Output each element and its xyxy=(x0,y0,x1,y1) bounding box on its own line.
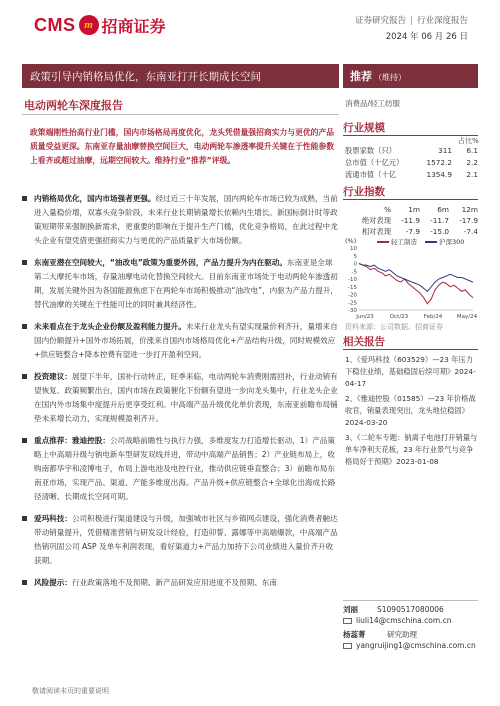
scale-unit: 占比% xyxy=(458,137,479,145)
report-meta: 证券研究报告 | 行业深度报告 2024 年 06 月 26 日 xyxy=(355,16,468,42)
x-tick-label: Oct/23 xyxy=(389,314,409,320)
bullet-item: 未来看点在于龙头企业份额及盈利能力提升。未来行业龙头有望实现量价利齐升，量增来自国内份额提升+国外市场拓展，价涨来自国内市场格局优化+产品结构升级，同时规模效应+供应链整合+降本控费有望进一步打开盈利空间。 xyxy=(22,320,339,362)
report-title-bar xyxy=(22,64,339,88)
x-tick-label: Jun/23 xyxy=(356,314,374,320)
bullet-square-icon xyxy=(22,438,27,443)
x-tick-label: Feb/24 xyxy=(423,314,443,320)
footer-note: 敬请阅读末页的重要说明 xyxy=(32,687,109,695)
bullet-item: 投资建议：展望下半年，国补行动转正，旺季来临，电动两轮车消费刚需回补，行业动销有望恢复。政策频繁出台，国内市场在政策催化下份额有望进一步向龙头集中，行业龙头企业在国内外市场集中度提升后更享受红利。中高端产品升级优化单价表现，东南亚前瞻布局铺垫未来增长动力，实现规模盈利齐升。 xyxy=(22,370,339,426)
y-tick-label: -10 xyxy=(348,277,357,283)
section-heading-scale: 行业规模 xyxy=(343,122,385,134)
logo-cms-text: CMS xyxy=(34,14,76,35)
key-points xyxy=(22,192,339,598)
y-tick-label: 0 xyxy=(353,261,357,268)
logo-badge-icon: m xyxy=(79,15,99,35)
y-tick-label: 10 xyxy=(350,246,357,252)
rating-bar xyxy=(343,64,478,88)
y-tick-label: -15 xyxy=(348,284,357,291)
analyst-email-row xyxy=(343,615,478,626)
report-link[interactable]: 1、《爱玛科技（603529）—23 年压力下稳住业绩，基础稳固后续可期》2024-04-17 xyxy=(345,355,476,388)
chart-y-unit: (%) xyxy=(345,237,357,245)
y-tick-label: -30 xyxy=(348,308,357,314)
report-link[interactable]: 3、《二轮车专题：钠离子电池打开销量与单车净利天花板，23 年行业景气与竞争格局好于预期》2023-01-08 xyxy=(345,433,478,466)
bullet-square-icon xyxy=(22,196,27,201)
report-title: 政策引导内销格局优化，东南亚打开长期成长空间 xyxy=(30,71,261,83)
bullet-square-icon xyxy=(22,324,27,329)
x-tick-label: May/24 xyxy=(456,314,478,320)
y-tick-label: -20 xyxy=(348,292,357,299)
table-row: 总市值（十亿元） 1572.2 2.2 xyxy=(345,158,478,167)
bullet-item: 风险提示：行业政策落地不及预期、新产品研发应用进度不及预期、东南 xyxy=(22,576,339,590)
table-row: 股票家数（只） 311 6.1 xyxy=(345,146,478,155)
bullet-square-icon xyxy=(22,260,27,265)
analyst-row: 杨蕊菁 研究助理 xyxy=(343,630,417,639)
logo-cn-text: 招商证券 xyxy=(101,16,166,36)
section-rule xyxy=(343,199,478,200)
analyst-email-row xyxy=(343,640,478,651)
report-date: 2024 年 06 月 26 日 xyxy=(385,32,468,42)
bullet-square-icon xyxy=(22,516,27,521)
bullet-item: 爱玛科技：公司积极进行渠道建设与升级，加强城市社区与乡镇网点建设，强化消费者触达带动销量提升，凭借精准营销与研发设计经验，打造卯誓、露娜等中高端爆款，中高端产品热销巩固公司 ASP 及单车利润表现，看好渠道力+产品力加持下公司业绩进入量价齐升收获期。 xyxy=(22,512,339,568)
y-tick-label: 5 xyxy=(353,253,357,260)
analyst-info xyxy=(343,600,478,651)
y-tick-label: -25 xyxy=(348,300,357,307)
industry-name: 消费品/轻工纺服 xyxy=(345,99,401,108)
rating-sub: （维持） xyxy=(374,73,406,82)
analyst-row: 刘丽 S1090517080006 xyxy=(343,605,444,614)
rating-label: 推荐 xyxy=(350,70,372,83)
table-row: 流通市值（十亿 1354.9 2.1 xyxy=(345,170,478,179)
section-heading-reports: 相关报告 xyxy=(343,336,385,348)
legend-item-series-2: 沪深300 xyxy=(425,237,464,246)
index-table xyxy=(345,205,478,238)
related-reports xyxy=(345,354,478,471)
report-type: 证券研究报告 xyxy=(355,16,407,26)
intro-summary: 政策端刚性抬高行业门槛，国内市场格局再度优化，龙头凭借量强招商实力与更优的产品质量受益更深。东南亚存量油摩替换空间巨大，电动两轮车渗透率提升关键在于性能参数上看齐或超过油摩，远期空间较大。维持行业“推荐”评级。 xyxy=(30,128,335,165)
brand-logo xyxy=(34,12,166,38)
email-icon xyxy=(343,643,352,649)
bullet-item: 东南亚潜在空间较大，“油改电”政策为重要外因，产品力提升为内在驱动。东南亚是全球第二大摩托车市场，存量油摩电动化替换空间较大。目前东南亚市场处于电动两轮车渗透初期，发展关键外因为各国能源焦虑下在两轮车市场积极推动“油改电”，内驱为产品力提升，替代油摩的关键在于性能可比的同时兼具经济性。 xyxy=(22,256,339,312)
report-link[interactable]: 2、《雅迪控股（01585）—23 年价格战收官，销量表现突出，龙头地位稳固》2024-03-20 xyxy=(345,394,476,427)
chart-source: 资料来源：公司数据、招商证券 xyxy=(345,323,443,331)
section-heading-index: 行业指数 xyxy=(343,186,385,198)
table-row: 绝对表现 -11.9 -11.7 -17.9 xyxy=(361,216,478,225)
bullet-item: 内销格局优化，国内市场强者更强。经过近三十年发展，国内两轮车市场已较为成熟，当前进入量稳价增，双寡头竞争阶段，未来行业长期销量增长依赖内生增长。新国标倒计时等政策短期带来强制换新需求，更重要的影响在于提升生产门槛，优化竞争格局，在此过程中龙头企业有望凭借更强招商实力与更优的产品质量扩大市场份额。 xyxy=(22,192,339,248)
index-line-chart xyxy=(345,244,478,320)
bullet-square-icon xyxy=(22,374,27,379)
bullet-square-icon xyxy=(22,580,27,585)
table-row: 相对表现 -7.9 -15.0 -7.4 xyxy=(361,227,478,236)
email-link[interactable]: liuli14@cmschina.com.cn xyxy=(356,616,452,625)
scale-table xyxy=(345,146,478,182)
divider xyxy=(22,114,339,115)
bullet-item: 重点推荐：雅迪控股：公司战略前瞻性与执行力强，多维度发力打造增长驱动，1）产品策略上中高端升级与钠电新车型研发双线并进，带动中高端产品销售；2）产业链布局上，收购南都华宇和凌博电子，布局上游电池及电控行业，推动供应链垂直整合；3）前瞻布局东南亚市场，实现产品、渠道、产能多维度出海。产品升级+供应链整合+全球化出海成长路径清晰、长期成长空间可期。 xyxy=(22,434,339,504)
report-subtype: 行业深度报告 xyxy=(416,16,468,26)
email-link[interactable]: yangruijing1@cmschina.com.cn xyxy=(356,641,476,650)
legend-item-series-1: 轻工制造 xyxy=(377,237,417,246)
y-tick-label: -5 xyxy=(351,269,357,276)
report-subtitle: 电动两轮车深度报告 xyxy=(24,99,123,112)
email-icon xyxy=(343,618,352,624)
section-rule xyxy=(343,349,478,350)
table-header-row: % 1m 6m 12m xyxy=(384,205,478,214)
